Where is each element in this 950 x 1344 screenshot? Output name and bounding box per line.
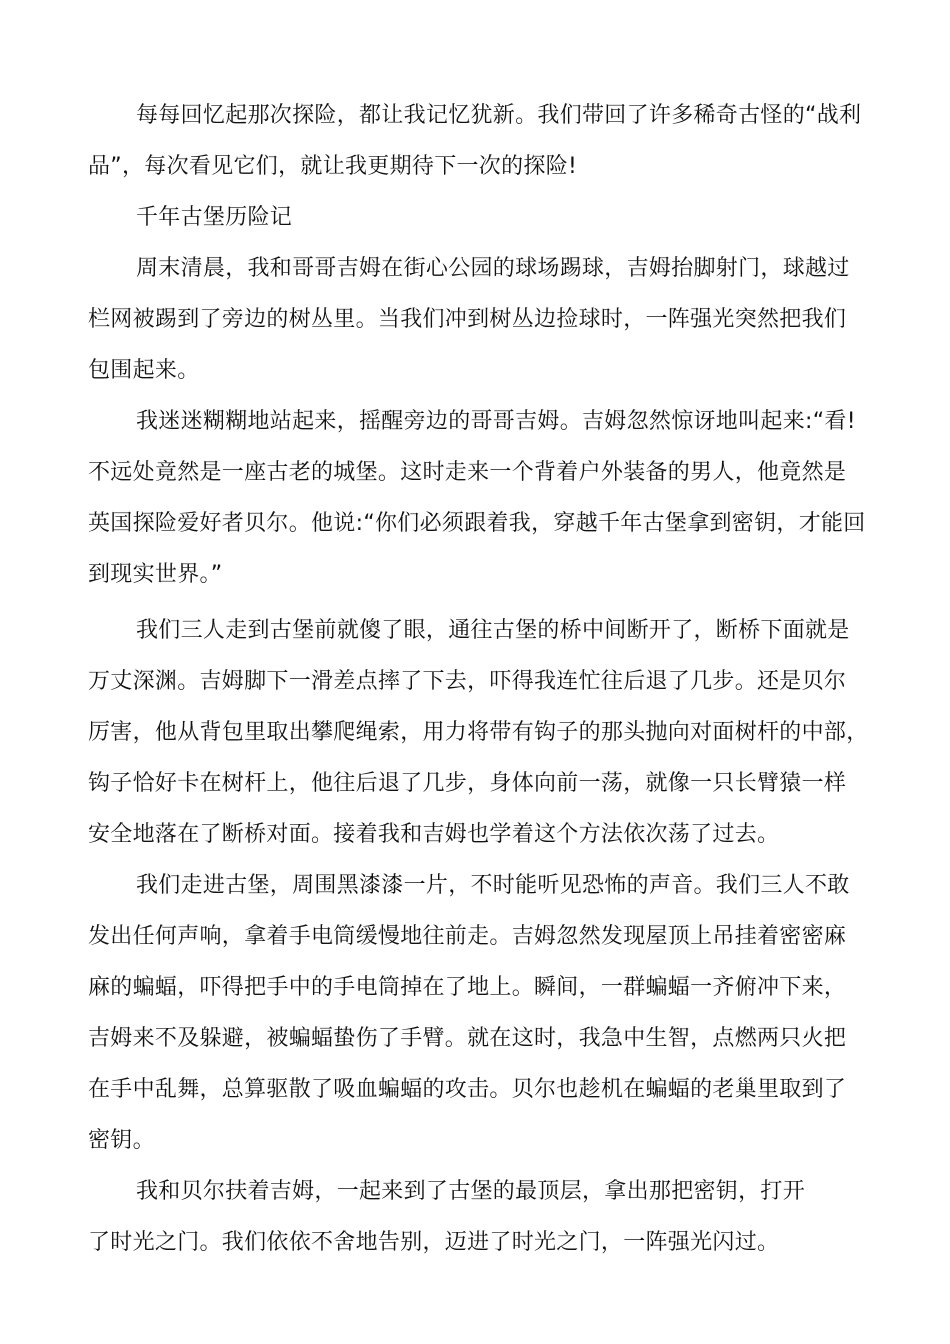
text-line: 麻的蝙蝠，吓得把手中的手电筒掉在了地上。瞬间，一群蝙蝠一齐俯冲下来，	[88, 975, 847, 1000]
section-title: 千年古堡历险记	[136, 205, 293, 230]
text-line: 不远处竟然是一座古老的城堡。这时走来一个背着户外装备的男人，他竟然是	[88, 460, 847, 485]
text-line: 栏网被踢到了旁边的树丛里。当我们冲到树丛边捡球时，一阵强光突然把我们	[88, 307, 847, 332]
text-line: 钩子恰好卡在树杆上，他往后退了几步，身体向前一荡，就像一只长臂猿一样	[88, 771, 847, 796]
text-line: 周末清晨，我和哥哥吉姆在街心公园的球场踢球，吉姆抬脚射门，球越过	[136, 256, 850, 281]
text-line: 吉姆来不及躲避，被蝙蝠蛰伤了手臂。就在这时，我急中生智，点燃两只火把	[88, 1026, 847, 1051]
text-line: 安全地落在了断桥对面。接着我和吉姆也学着这个方法依次荡了过去。	[88, 822, 780, 847]
text-line: 我迷迷糊糊地站起来，摇醒旁边的哥哥吉姆。吉姆忽然惊讶地叫起来:“看!	[136, 409, 856, 434]
text-line: 我们走进古堡，周围黑漆漆一片，不时能听见恐怖的声音。我们三人不敢	[136, 873, 850, 898]
text-line: 在手中乱舞，总算驱散了吸血蝙蝠的攻击。贝尔也趁机在蝙蝠的老巢里取到了	[88, 1077, 847, 1102]
text-line: 厉害，他从背包里取出攀爬绳索，用力将带有钩子的那头抛向对面树杆的中部，	[88, 720, 869, 745]
text-line: 了时光之门。我们依依不舍地告别，迈进了时光之门，一阵强光闪过。	[88, 1230, 780, 1255]
text-line: 万丈深渊。吉姆脚下一滑差点摔了下去，吓得我连忙往后退了几步。还是贝尔	[88, 669, 847, 694]
text-line: 密钥。	[88, 1128, 155, 1153]
text-line: 我们三人走到古堡前就傻了眼，通往古堡的桥中间断开了，断桥下面就是	[136, 618, 850, 643]
text-line: 到现实世界。”	[88, 562, 223, 587]
text-line: 我和贝尔扶着吉姆，一起来到了古堡的最顶层，拿出那把密钥，打开	[136, 1179, 806, 1204]
text-line: 每每回忆起那次探险，都让我记忆犹新。我们带回了许多稀奇古怪的“战利	[136, 103, 862, 128]
text-line: 英国探险爱好者贝尔。他说:“你们必须跟着我，穿越千年古堡拿到密钥，才能回	[88, 511, 866, 536]
text-line: 发出任何声响，拿着手电筒缓慢地往前走。吉姆忽然发现屋顶上吊挂着密密麻	[88, 924, 847, 949]
text-line: 包围起来。	[88, 358, 200, 383]
text-line: 品”，每次看见它们，就让我更期待下一次的探险!	[88, 154, 578, 179]
